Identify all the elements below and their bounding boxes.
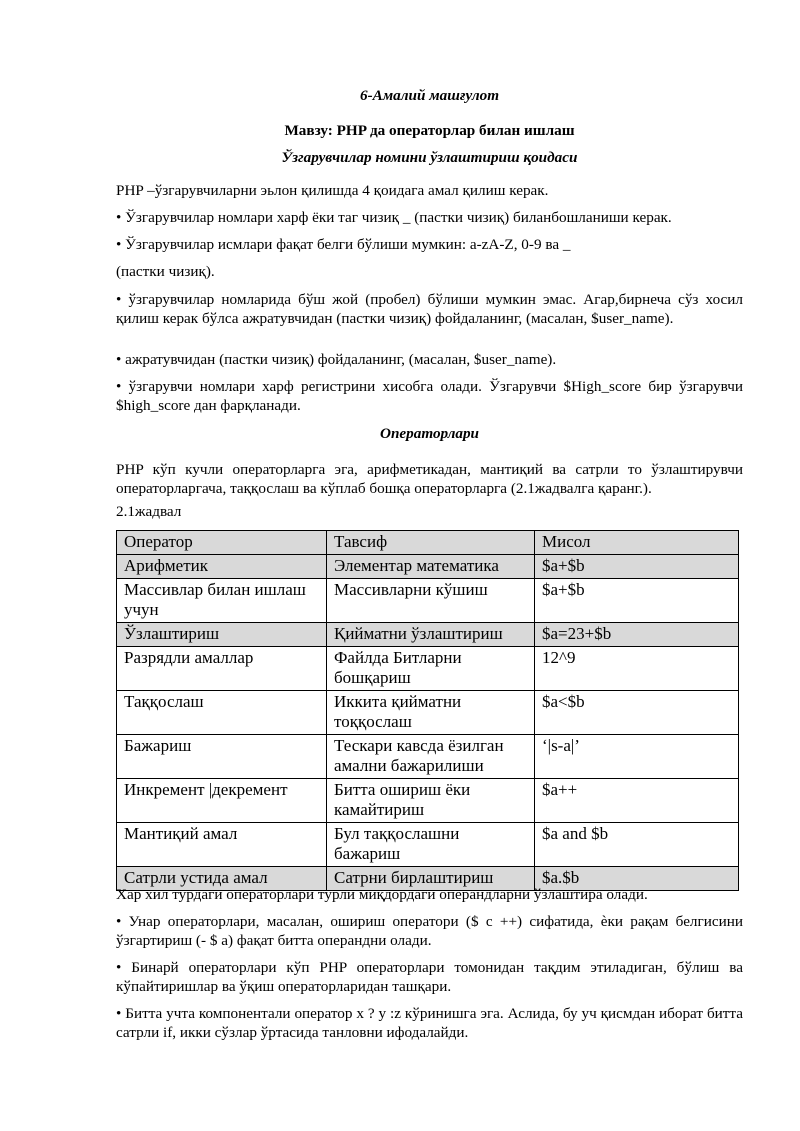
closing-paragraph-4: • Битта учта компонентали оператор x ? y :z кўринишга эга. Аслида, бу уч қисмдан иборат битта сатрли if, икки сўзлар ўртасида танловни ифодалайди. xyxy=(116,1005,743,1041)
description-cell: Файлда Битларни бошқариш xyxy=(327,647,535,691)
example-cell: 12^9 xyxy=(535,647,739,691)
rule-3: • ўзгарувчилар номларида бўш жой (пробел) бўлиши мумкин эмас. Агар,бирнеча сўз хосил қилиш керак бўлса ажратувчидан (пастки чизиқ) фойдаланинг, (масалан, $user_name). xyxy=(116,291,743,327)
table-row xyxy=(117,647,739,691)
operators-heading: Операторлари xyxy=(380,425,479,442)
example-cell: $a=23+$b xyxy=(535,623,739,647)
operator-cell: Сатрли устида амал xyxy=(117,867,327,891)
rule-5: • ўзгарувчи номлари харф регистрини хисобга олади. Ўзгарувчи $High_score бир ўзгарувчи $high_score дан фарқланади. xyxy=(116,378,743,414)
table-caption: 2.1жадвал xyxy=(116,503,182,520)
operator-cell: Бажариш xyxy=(117,735,327,779)
table-row xyxy=(117,823,739,867)
table-row xyxy=(117,579,739,623)
table-header-row xyxy=(117,531,739,555)
closing-paragraph-2: • Унар операторлари, масалан, ошириш оператори ($ c ++) сифатида, ѐки рақам белгисини ўзгартириш (- $ a) фақат битта операндни олади. xyxy=(116,913,743,949)
table-row xyxy=(117,735,739,779)
rule-1: • Ўзгарувчилар номлари харф ёки таг чизиқ _ (пастки чизиқ) биланбошланиши керак. xyxy=(116,209,672,226)
rules-intro: PHP –ўзгарувчиларни эьлон қилишда 4 қоидага амал қилиш керак. xyxy=(116,182,549,199)
description-cell: Бул таққослашни бажариш xyxy=(327,823,535,867)
description-cell: Тескари кавсда ёзилган амални бажарилиши xyxy=(327,735,535,779)
operators-intro: PHP кўп кучли операторларга эга, арифметикадан, мантиқий ва сатрли то ўзлаштирувчи операторларгача, таққослаш ва кўплаб бошқа операторларга (2.1жадвалга қаранг.). xyxy=(116,461,743,497)
operator-cell: Массивлар билан ишлаш учун xyxy=(117,579,327,623)
example-cell: $a+$b xyxy=(535,555,739,579)
example-cell: $a+$b xyxy=(535,579,739,623)
header-description: Тавсиф xyxy=(327,531,535,555)
operator-cell: Инкремент |декремент xyxy=(117,779,327,823)
description-cell: Элементар математика xyxy=(327,555,535,579)
table-row xyxy=(117,779,739,823)
rule-2-continued: (пастки чизиқ). xyxy=(116,263,215,280)
table-row xyxy=(117,691,739,735)
example-cell: $a<$b xyxy=(535,691,739,735)
example-cell: $a and $b xyxy=(535,823,739,867)
closing-paragraph-1: Хар хил турдаги операторлари турли миқдордаги операндларни ўзлаштира олади. xyxy=(116,886,648,903)
example-cell: ‘|s-a|’ xyxy=(535,735,739,779)
operator-cell: Арифметик xyxy=(117,555,327,579)
table-row xyxy=(117,555,739,579)
operator-cell: Ўзлаштириш xyxy=(117,623,327,647)
operator-cell: Разрядли амаллар xyxy=(117,647,327,691)
header-operator: Оператор xyxy=(117,531,327,555)
example-cell: $a.$b xyxy=(535,867,739,891)
description-cell: Битта ошириш ёки камайтириш xyxy=(327,779,535,823)
description-cell: Иккита қийматни тоққослаш xyxy=(327,691,535,735)
lesson-title: 6-Амалий машғулот xyxy=(359,87,500,104)
operator-cell: Таққослаш xyxy=(117,691,327,735)
description-cell: Сатрни бирлаштириш xyxy=(327,867,535,891)
section-subtitle: Ўзгарувчилар номини ўзлаштириш қоидаси xyxy=(281,149,578,166)
rule-4: • ажратувчидан (пастки чизиқ) фойдаланинг, (масалан, $user_name). xyxy=(116,351,557,368)
description-cell: Массивларни кўшиш xyxy=(327,579,535,623)
operators-table xyxy=(116,530,739,891)
topic-title: Мавзу: PHP да операторлар билан ишлаш xyxy=(284,122,575,139)
example-cell: $a++ xyxy=(535,779,739,823)
operator-cell: Мантиқий амал xyxy=(117,823,327,867)
rule-2: • Ўзгарувчилар исмлари фақат белги бўлиши мумкин: a-zA-Z, 0-9 ва _ xyxy=(116,236,571,253)
header-example: Мисол xyxy=(535,531,739,555)
description-cell: Қийматни ўзлаштириш xyxy=(327,623,535,647)
table-row xyxy=(117,623,739,647)
closing-paragraph-3: • Бинарй операторлари кўп PHP операторлари томонидан тақдим этиладиган, бўлиш ва кўпайтиришлар ва ўқиш операторларидан ташқари. xyxy=(116,959,743,995)
